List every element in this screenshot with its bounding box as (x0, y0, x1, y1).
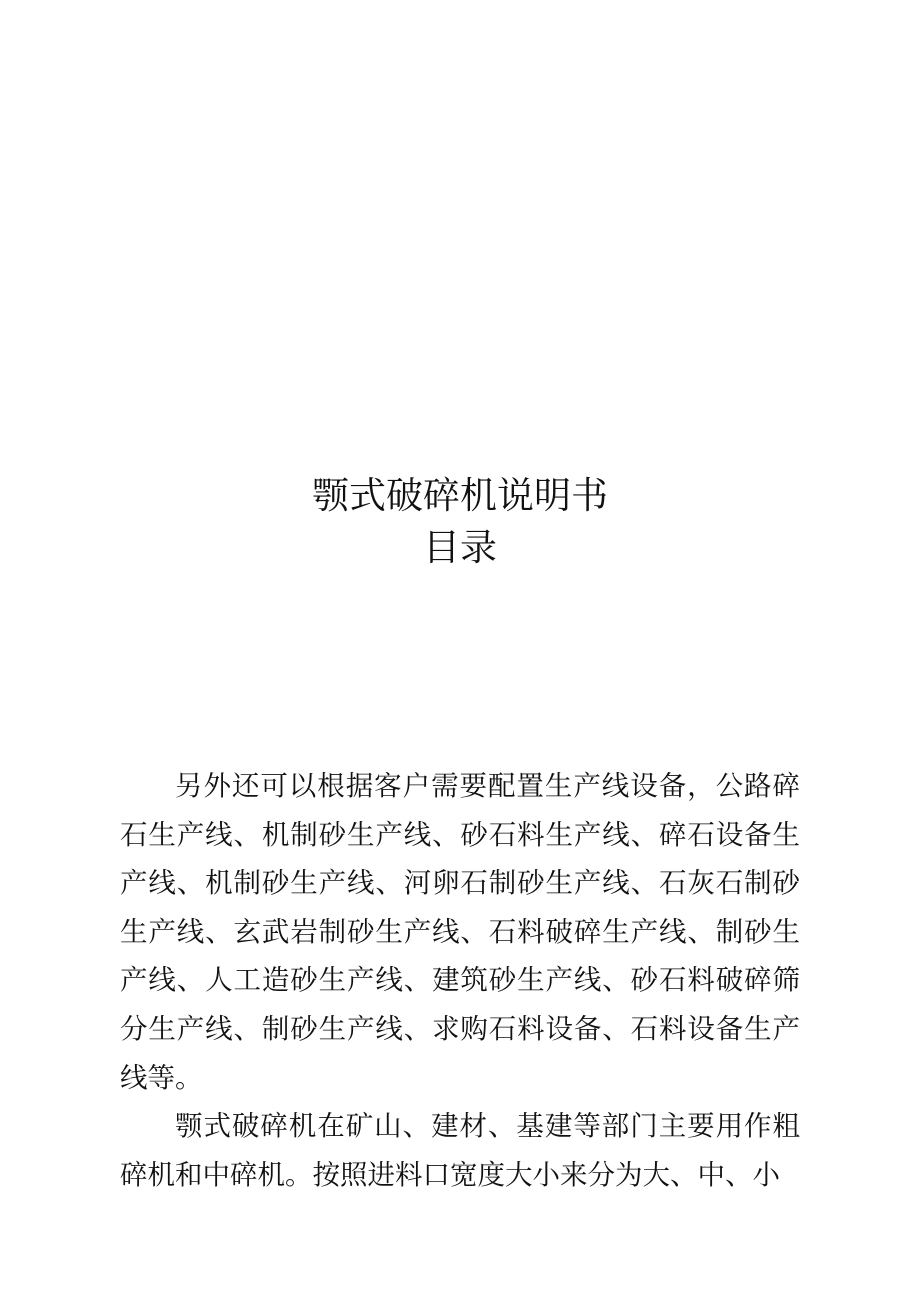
body-text (120, 762, 800, 1199)
paragraph-production-lines: 另外还可以根据客户需要配置生产线设备，公路碎石生产线、机制砂生产线、砂石料生产线、碎石设备生产线、机制砂生产线、河卵石制砂生产线、石灰石制砂生产线、玄武岩制砂生产线、石料破碎生产线、制砂生产线、人工造砂生产线、建筑砂生产线、砂石料破碎筛分生产线、制砂生产线、求购石料设备、石料设备生产线等。 (120, 770, 800, 1094)
document-title: 颚式破碎机说明书 (312, 474, 608, 517)
title-block (0, 470, 920, 574)
table-of-contents-heading: 目录 (423, 526, 497, 569)
paragraph-jaw-crusher-usage: 颚式破碎机在矿山、建材、基建等部门主要用作粗碎机和中碎机。按照进料口宽度大小来分为大、中、小 (120, 1110, 800, 1191)
